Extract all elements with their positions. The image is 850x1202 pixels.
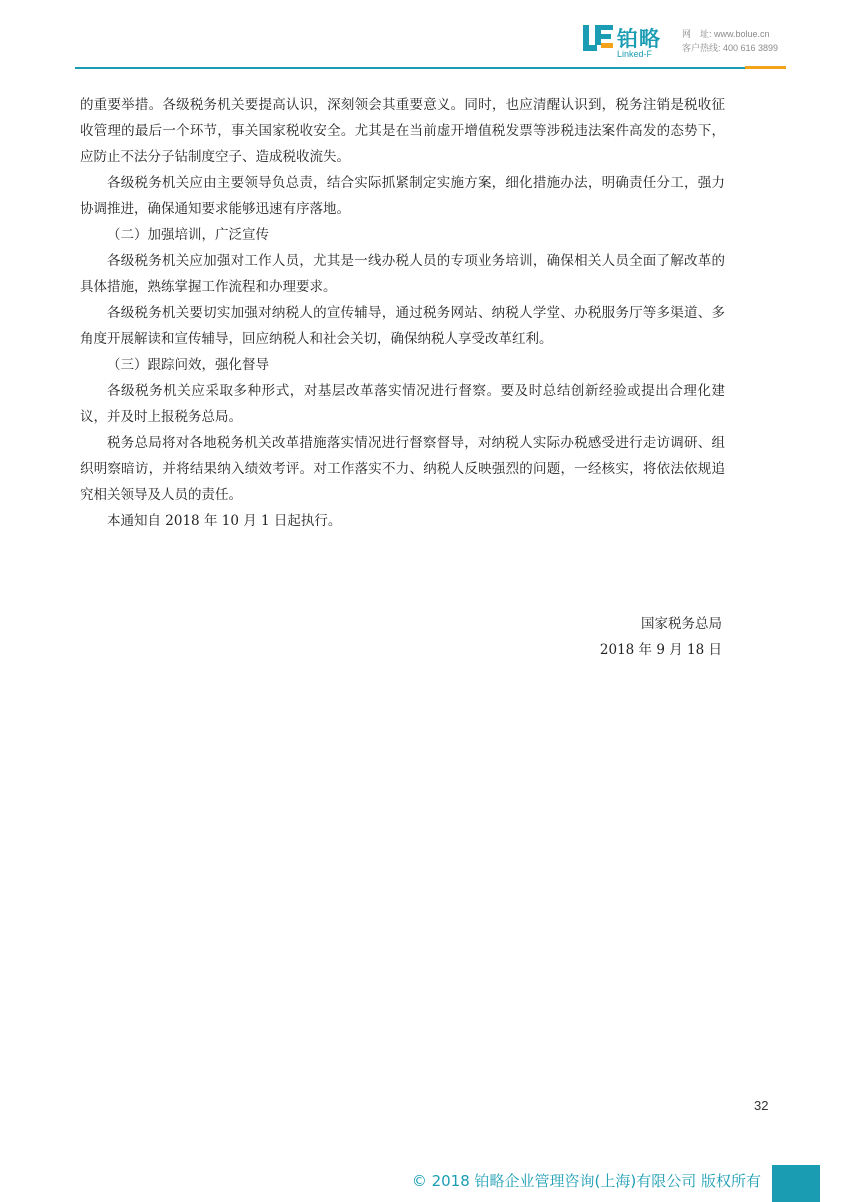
paragraph: 本通知自 2018 年 10 月 1 日起执行。 xyxy=(107,513,342,529)
signature-organization: 国家税务总局 xyxy=(641,616,722,632)
paragraph: 的重要举措。各级税务机关要提高认识，深刻领会其重要意义。同时，也应清醒认识到，税务注销是税收征收管理的最后一个环节，事关国家税收安全。尤其是在当前虚开增值税发票等涉税违法案件高发的态势下，应防止不法分子钻制度空子、造成税收流失。 xyxy=(80,97,725,165)
paragraph: 税务总局将对各地税务机关改革措施落实情况进行督察督导，对纳税人实际办税感受进行走访调研、组织明察暗访，并将结果纳入绩效考评。对工作落实不力、纳税人反映强烈的问题，一经核实，将依法依规追究相关领导及人员的责任。 xyxy=(80,435,725,503)
paragraph: 各级税务机关应采取多种形式，对基层改革落实情况进行督察。要及时总结创新经验或提出合理化建议，并及时上报税务总局。 xyxy=(80,383,725,425)
contact-info xyxy=(682,27,778,55)
signature-date: 2018 年 9 月 18 日 xyxy=(599,642,722,658)
page-header xyxy=(0,0,850,70)
paragraph: 各级税务机关应由主要领导负总责，结合实际抓紧制定实施方案，细化措施办法，明确责任分工，强力协调推进，确保通知要求能够迅速有序落地。 xyxy=(80,175,725,217)
bolue-logo xyxy=(583,23,678,59)
logo-english-name: Linked-F xyxy=(617,49,653,59)
logo-chinese-name: 铂略 xyxy=(617,27,661,51)
header-divider xyxy=(75,67,786,69)
linked-f-logo-icon xyxy=(583,25,613,51)
section-heading: （二）加强培训，广泛宣传 xyxy=(107,227,269,243)
page-number: 32 xyxy=(754,1098,769,1113)
footer-copyright: © 2018 铂略企业管理咨询(上海)有限公司 版权所有 xyxy=(411,1172,761,1190)
paragraph: 各级税务机关要切实加强对纳税人的宣传辅导，通过税务网站、纳税人学堂、办税服务厅等多渠道、多角度开展解读和宣传辅导，回应纳税人和社会关切，确保纳税人享受改革红利。 xyxy=(80,305,725,347)
website-text: 网 址: www.bolue.cn xyxy=(682,29,770,39)
hotline-text: 客户热线: 400 616 3899 xyxy=(682,43,779,53)
footer-color-block xyxy=(772,1165,820,1202)
paragraph: 各级税务机关应加强对工作人员，尤其是一线办税人员的专项业务培训，确保相关人员全面了解改革的具体措施，熟练掌握工作流程和办理要求。 xyxy=(80,253,725,295)
section-heading: （三）跟踪问效，强化督导 xyxy=(107,357,269,373)
header-divider-accent xyxy=(745,66,786,69)
document-body xyxy=(80,92,725,534)
